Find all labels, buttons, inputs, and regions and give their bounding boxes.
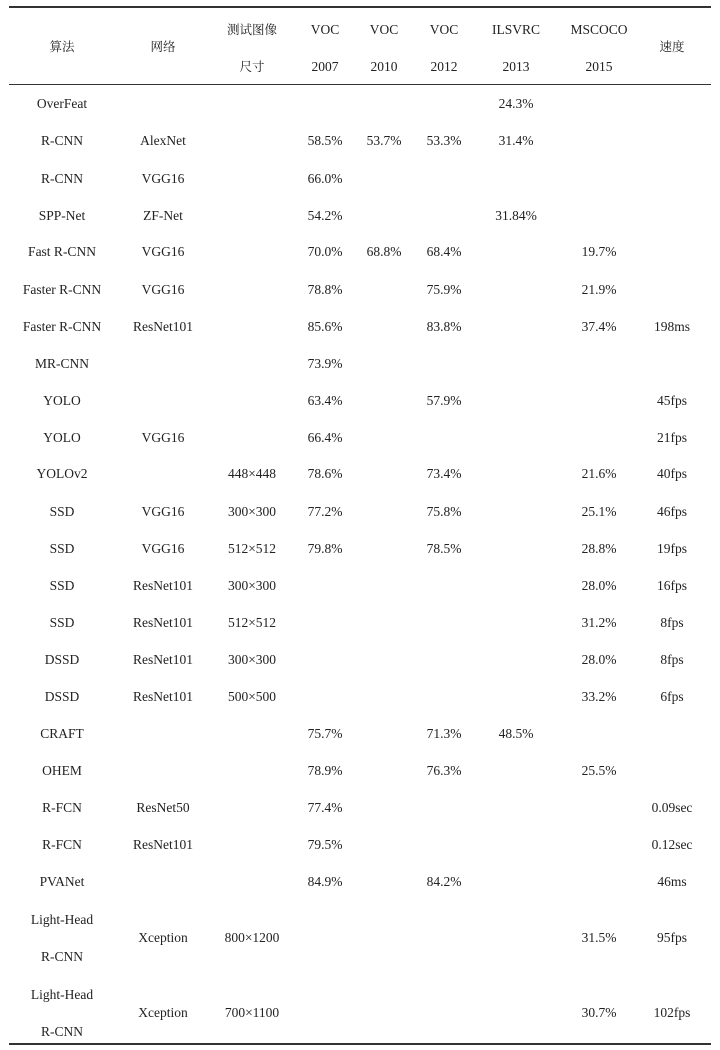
cell-net: VGG16 [141,504,185,519]
cell-voc12: 71.3% [426,726,462,741]
cell-algorithm: SSD [49,541,75,556]
cell-voc10: 53.7% [366,133,402,148]
cell-voc07: 78.9% [307,763,343,778]
cell-algorithm: R-CNN [40,171,84,186]
cell-voc07: 70.0% [307,244,343,259]
cell-voc12: 76.3% [426,763,462,778]
cell-net: VGG16 [141,541,185,556]
cell-voc07: 77.2% [307,504,343,519]
cell-algorithm: DSSD [44,689,80,704]
cell-net: ResNet50 [136,800,190,815]
header-size-line1: 测试图像 [226,22,278,37]
cell-voc07: 63.4% [307,393,343,408]
cell-speed: 45fps [657,393,687,408]
cell-net: Xception [138,930,188,945]
cell-size: 512×512 [227,541,277,556]
cell-voc07: 77.4% [307,800,343,815]
cell-coco15: 28.0% [581,652,617,667]
cell-voc07: 84.9% [307,874,343,889]
cell-algorithm: Faster R-CNN [22,282,102,297]
cell-voc07: 79.5% [307,837,343,852]
cell-algorithm: MR-CNN [34,356,90,371]
cell-algorithm-line2: R-CNN [40,948,84,964]
cell-voc07: 78.6% [307,466,343,481]
cell-speed: 0.09sec [651,800,693,815]
cell-size: 448×448 [227,466,277,481]
header-voc10-line1: VOC [369,22,399,37]
cell-voc12: 84.2% [426,874,462,889]
cell-size: 800×1200 [224,930,280,945]
header-voc12-line2: 2012 [430,59,458,74]
cell-speed: 8fps [660,652,684,667]
cell-net: ResNet101 [133,615,193,630]
cell-net: ResNet101 [133,652,193,667]
header-coco15-line2: 2015 [585,59,613,74]
table-bottom-rule [9,1043,711,1045]
cell-coco15: 19.7% [581,244,617,259]
cell-coco15: 31.5% [581,930,617,945]
cell-speed: 198ms [653,319,691,334]
cell-speed: 8fps [660,615,684,630]
cell-algorithm-line1: Light-Head [30,986,94,1002]
cell-net: ResNet101 [133,578,193,593]
cell-net: ZF-Net [143,208,183,223]
cell-algorithm: SSD [49,578,75,593]
cell-speed: 46ms [657,874,687,889]
cell-algorithm: Faster R-CNN [22,319,102,334]
header-voc12-line1: VOC [429,22,459,37]
cell-coco15: 25.1% [581,504,617,519]
cell-algorithm: YOLO [43,430,81,445]
cell-voc07: 58.5% [307,133,343,148]
cell-voc07: 78.8% [307,282,343,297]
cell-algorithm: R-FCN [42,800,82,815]
cell-coco15: 21.6% [581,466,617,481]
cell-voc07: 73.9% [307,356,343,371]
cell-voc07: 79.8% [307,541,343,556]
cell-net: ResNet101 [133,837,193,852]
cell-algorithm: OHEM [42,763,82,778]
cell-algorithm: Fast R-CNN [28,244,96,259]
cell-size: 300×300 [227,578,277,593]
cell-speed: 19fps [657,541,687,556]
table-top-rule [9,6,711,8]
cell-speed: 21fps [657,430,687,445]
cell-voc07: 66.4% [307,430,343,445]
cell-voc12: 83.8% [426,319,462,334]
header-voc10-line2: 2010 [370,59,398,74]
header-algo: 算法 [49,39,75,54]
cell-coco15: 37.4% [581,319,617,334]
cell-algorithm: R-FCN [42,837,82,852]
cell-algorithm: YOLO [43,393,81,408]
cell-speed: 46fps [657,504,687,519]
cell-size: 512×512 [227,615,277,630]
cell-ils13: 31.4% [498,133,534,148]
cell-ils13: 24.3% [498,96,534,111]
header-speed: 速度 [659,39,685,54]
header-net: 网络 [150,39,176,54]
cell-voc12: 53.3% [426,133,462,148]
cell-net: AlexNet [140,133,186,148]
cell-voc12: 78.5% [426,541,462,556]
header-size-line2: 尺寸 [239,59,265,74]
cell-coco15: 33.2% [581,689,617,704]
header-ils13-line2: 2013 [502,59,530,74]
cell-speed: 40fps [657,466,687,481]
cell-net: ResNet101 [133,319,193,334]
cell-algorithm: SSD [49,615,75,630]
cell-voc07: 75.7% [307,726,343,741]
cell-voc07: 85.6% [307,319,343,334]
cell-net: VGG16 [141,430,185,445]
cell-net: VGG16 [141,282,185,297]
cell-coco15: 31.2% [581,615,617,630]
cell-algorithm: PVANet [39,874,85,889]
cell-net: VGG16 [141,171,185,186]
cell-coco15: 28.8% [581,541,617,556]
cell-coco15: 30.7% [581,1005,617,1020]
cell-voc12: 75.8% [426,504,462,519]
cell-size: 300×300 [227,652,277,667]
cell-algorithm: YOLOv2 [36,466,88,481]
cell-voc12: 68.4% [426,244,462,259]
cell-voc12: 75.9% [426,282,462,297]
cell-ils13: 48.5% [498,726,534,741]
cell-size: 700×1100 [224,1005,280,1020]
cell-speed: 6fps [660,689,684,704]
cell-algorithm: SPP-Net [38,208,86,223]
cell-net: Xception [138,1005,188,1020]
cell-speed: 95fps [657,930,687,945]
cell-algorithm: CRAFT [40,726,84,741]
cell-coco15: 28.0% [581,578,617,593]
cell-algorithm: DSSD [44,652,80,667]
cell-speed: 102fps [653,1005,691,1020]
header-coco15-line1: MSCOCO [570,22,628,37]
cell-speed: 0.12sec [651,837,693,852]
cell-algorithm: SSD [49,504,75,519]
header-voc07-line1: VOC [310,22,340,37]
cell-voc12: 73.4% [426,466,462,481]
cell-voc07: 54.2% [307,208,343,223]
cell-algorithm: OverFeat [36,96,88,111]
table-header-rule [9,84,711,85]
cell-size: 300×300 [227,504,277,519]
cell-ils13: 31.84% [495,208,537,223]
cell-coco15: 21.9% [581,282,617,297]
cell-coco15: 25.5% [581,763,617,778]
cell-algorithm: R-CNN [40,133,84,148]
header-voc07-line2: 2007 [311,59,339,74]
cell-algorithm-line2: R-CNN [40,1023,84,1039]
cell-voc07: 66.0% [307,171,343,186]
cell-algorithm-line1: Light-Head [30,911,94,927]
cell-size: 500×500 [227,689,277,704]
cell-voc10: 68.8% [366,244,402,259]
cell-speed: 16fps [657,578,687,593]
cell-voc12: 57.9% [426,393,462,408]
cell-net: VGG16 [141,244,185,259]
cell-net: ResNet101 [133,689,193,704]
header-ils13-line1: ILSVRC [491,22,541,37]
